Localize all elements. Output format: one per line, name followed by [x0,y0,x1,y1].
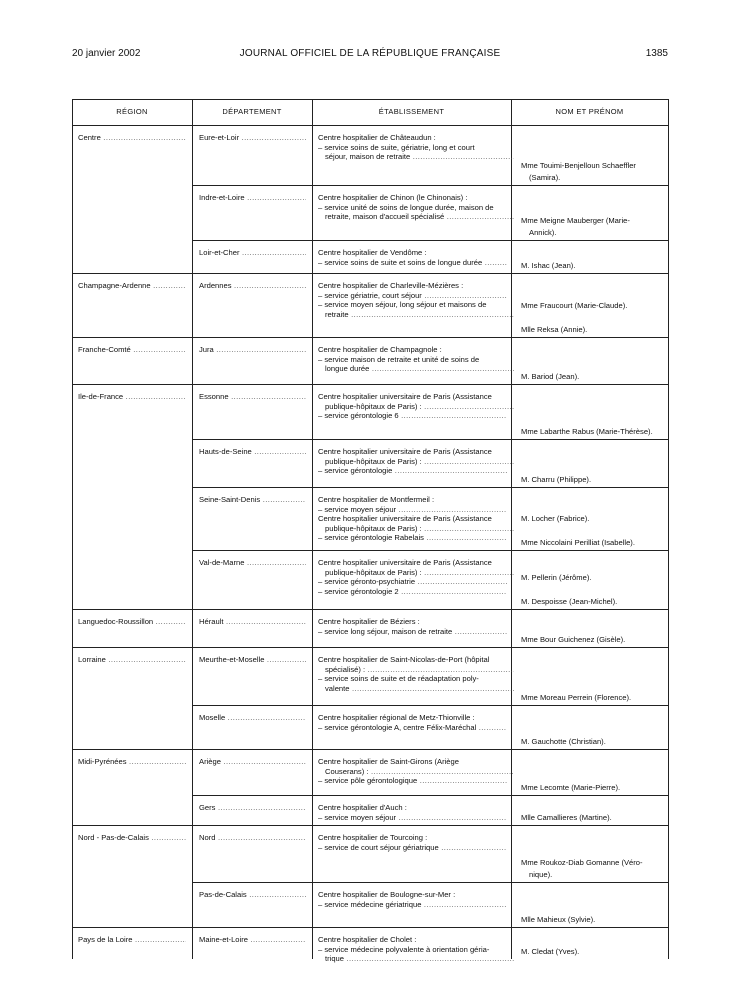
etablissement-line: Centre hospitalier régional de Metz-Thionville : [318,713,475,722]
rule-line [72,337,668,338]
page-header [72,48,668,62]
etablissement-line: – service gérontologie 6 ..... [318,411,507,421]
etablissement-line: Centre hospitalier universitaire de Paris (Assistance [318,447,492,456]
region-cell: Nord - Pas-de-Calais ..... [78,833,186,843]
departement-cell: Essonne ..... [199,392,306,402]
nom-prenom-cell: Mlle Camallieres (Martine). [521,813,612,822]
etablissement-line: – service soins de suite, gériatrie, long et court [318,142,475,152]
etablissement-line: valente ..... [318,684,514,694]
etablissement-line: – service médecine gériatrique ..... [318,900,507,910]
etablissement-line: Centre hospitalier de Tourcoing : [318,833,428,842]
rule-line [72,749,668,750]
etablissement-line: – service gérontologie ..... [318,466,507,476]
etablissement-line: Centre hospitalier universitaire de Paris (Assistance [318,514,492,524]
departement-cell: Eure-et-Loir ..... [199,133,306,143]
departement-cell: Moselle ..... [199,713,306,723]
etablissement-line: – service gériatrie, court séjour ..... [318,291,507,301]
nom-prenom-cell: Mme Labarthe Rabus (Marie-Thérèse). [521,427,653,436]
departement-cell: Loir-et-Cher ..... [199,248,306,258]
etablissement-line: – service unité de soins de longue durée, maison de [318,202,494,212]
etablissement-line: – service géronto-psychiatrie ..... [318,577,507,587]
etablissement-line: – service gérontologie Rabelais ..... [318,533,507,543]
etablissement-line: Centre hospitalier de Montfermeil : [318,495,435,504]
page-number: 1385 [645,48,668,59]
departement-cell: Hauts-de-Seine ..... [199,447,306,457]
etablissement-cell [318,248,507,267]
etablissement-line: – service moyen séjour, long séjour et maisons de [318,300,487,310]
nom-prenom-cell: Mlle Mahieux (Sylvie). [521,915,596,924]
departement-cell: Jura ..... [199,345,306,355]
etablissement-cell [318,757,507,786]
etablissement-line: publique-hôpitaux de Paris) : ..... [318,402,514,412]
etablissement-line: – service moyen séjour ..... [318,813,507,823]
etablissement-cell [318,803,507,822]
journal-title: JOURNAL OFFICIEL DE LA RÉPUBLIQUE FRANÇAISE [239,48,501,59]
etablissement-cell [318,392,507,421]
region-cell: Champagne-Ardenne ..... [78,281,186,291]
nom-prenom-cell: M. Cledat (Yves). [521,947,580,956]
nom-prenom-cell: Mme Bour Guichenez (Gisèle). [521,635,626,644]
region-cell: Lorraine ..... [78,655,186,665]
nom-prenom-cell: nique). [529,870,553,879]
rule-line [72,99,668,100]
etablissement-line: Centre hospitalier d'Auch : [318,803,407,812]
etablissement-cell [318,281,507,319]
etablissement-cell [318,713,507,732]
rule-line [668,99,669,959]
etablissement-line: Centre hospitalier de Charleville-Mézières : [318,281,464,290]
rule-line [312,99,313,959]
etablissement-line: spécialisé) : ..... [318,665,514,675]
nom-prenom-cell: M. Despoisse (Jean-Michel). [521,597,618,606]
rule-line [192,185,668,186]
nom-prenom-cell: M. Gauchotte (Christian). [521,737,606,746]
region-cell: Midi-Pyrénées ..... [78,757,186,767]
nom-prenom-cell: M. Charru (Philippe). [521,475,592,484]
nom-prenom-cell: M. Pellerin (Jérôme). [521,573,592,582]
rule-line [72,384,668,385]
region-cell: Centre ..... [78,133,186,143]
region-cell: Pays de la Loire ..... [78,935,186,945]
etablissement-line: Centre hospitalier de Châteaudun : [318,133,436,142]
departement-cell: Pas-de-Calais ..... [199,890,306,900]
nom-prenom-cell: Mme Lecomte (Marie-Pierre). [521,783,621,792]
header-date: 20 janvier 2002 [72,48,141,59]
etablissement-line: publique-hôpitaux de Paris) : ..... [318,524,514,534]
etablissement-line: – service pôle gérontologique ..... [318,776,507,786]
rule-line [72,125,668,126]
departement-cell: Nord ..... [199,833,306,843]
rule-line [72,99,73,959]
departement-cell: Val-de-Marne ..... [199,558,306,568]
column-header-departement: DÉPARTEMENT [222,107,282,116]
rule-line [192,487,668,488]
etablissement-cell [318,447,507,476]
departement-cell: Meurthe-et-Moselle ..... [199,655,306,665]
etablissement-line: Centre hospitalier de Chinon (le Chinonais) : [318,193,468,202]
nom-prenom-cell: Mlle Reksa (Annie). [521,325,588,334]
nom-prenom-cell: M. Bariod (Jean). [521,372,580,381]
rule-line [192,705,668,706]
etablissement-line: – service soins de suite et de réadaptation poly- [318,674,479,684]
nom-prenom-cell: (Samira). [529,173,561,182]
nom-prenom-cell: Mme Meigne Mauberger (Marie- [521,216,630,225]
etablissement-line: – service maison de retraite et unité de soins de [318,354,480,364]
column-header-region: RÉGION [116,107,148,116]
etablissement-line: – service gérontologie 2 ..... [318,587,507,597]
rule-line [192,240,668,241]
departement-cell: Ardennes ..... [199,281,306,291]
etablissement-line: Couserans) : ..... [318,767,514,777]
nom-prenom-cell: Mme Moreau Perrein (Florence). [521,693,632,702]
etablissement-line: Centre hospitalier universitaire de Paris (Assistance [318,392,492,401]
etablissement-line: publique-hôpitaux de Paris) : ..... [318,457,514,467]
rule-line [192,795,668,796]
etablissement-line: retraite ..... [318,310,514,320]
rule-line [192,882,668,883]
etablissement-line: – service médecine polyvalente à orientation géria- [318,944,490,954]
etablissement-line: Centre hospitalier de Saint-Girons (Ariège [318,757,459,766]
etablissement-line: Centre hospitalier de Boulogne-sur-Mer : [318,890,456,899]
etablissement-cell [318,558,507,596]
departement-cell: Indre-et-Loire ..... [199,193,306,203]
etablissement-cell [318,495,507,543]
etablissement-line: séjour, maison de retraite ..... [318,152,514,162]
rule-line [192,99,193,959]
etablissement-cell [318,935,507,964]
departement-cell: Maine-et-Loire ..... [199,935,306,945]
etablissement-cell [318,617,507,636]
etablissement-line: Centre hospitalier de Champagnole : [318,345,442,354]
rule-line [192,439,668,440]
etablissement-line: publique-hôpitaux de Paris) : ..... [318,568,514,578]
nom-prenom-cell: M. Ishac (Jean). [521,261,576,270]
etablissement-line: Centre hospitalier de Cholet : [318,935,417,944]
departement-cell: Seine-Saint-Denis ..... [199,495,306,505]
etablissement-line: – service de court séjour gériatrique ..... [318,843,507,853]
etablissement-cell [318,345,507,374]
departement-cell: Gers ..... [199,803,306,813]
etablissement-line: – service long séjour, maison de retraite ..... [318,627,507,637]
etablissement-line: Centre hospitalier de Béziers : [318,617,420,626]
rule-line [192,550,668,551]
departement-cell: Hérault ..... [199,617,306,627]
rule-line [72,927,668,928]
departement-cell: Ariège ..... [199,757,306,767]
nom-prenom-cell: Mme Roukoz-Diab Gomanne (Véro- [521,858,643,867]
nom-prenom-cell: Mme Fraucourt (Marie-Claude). [521,301,628,310]
nom-prenom-cell: M. Locher (Fabrice). [521,514,590,523]
nom-prenom-cell: Mme Touimi-Benjelloun Schaeffler [521,161,636,170]
etablissement-line: longue durée ..... [318,364,514,374]
etablissement-cell [318,655,507,693]
etablissement-line: – service soins de suite et soins de longue durée ..... [318,258,507,268]
nom-prenom-cell: Annick). [529,228,557,237]
rule-line [72,647,668,648]
region-cell: Languedoc-Roussillon ..... [78,617,186,627]
nom-prenom-cell: Mme Niccolaini Perilliat (Isabelle). [521,538,635,547]
column-header-etablissement: ÉTABLISSEMENT [378,107,445,116]
etablissement-line: Centre hospitalier de Saint-Nicolas-de-Port (hôpital [318,655,490,664]
etablissement-line: – service moyen séjour ..... [318,505,507,515]
etablissement-line: – service gérontologie A, centre Félix-Maréchal ..... [318,723,507,733]
etablissement-line: Centre hospitalier de Vendôme : [318,248,427,257]
etablissement-cell [318,833,507,852]
rule-line [72,273,668,274]
etablissement-cell [318,890,507,909]
column-header-nom: NOM ET PRÉNOM [555,107,624,116]
rule-line [72,825,668,826]
etablissement-line: retraite, maison d'accueil spécialisé ..... [318,212,514,222]
appointments-table [72,99,668,964]
etablissement-cell [318,133,507,162]
region-cell: Ile-de-France ..... [78,392,186,402]
etablissement-line: Centre hospitalier universitaire de Paris (Assistance [318,558,492,567]
etablissement-cell [318,193,507,222]
etablissement-line: trique ..... [318,954,514,964]
rule-line [72,609,668,610]
region-cell: Franche-Comté ..... [78,345,186,355]
